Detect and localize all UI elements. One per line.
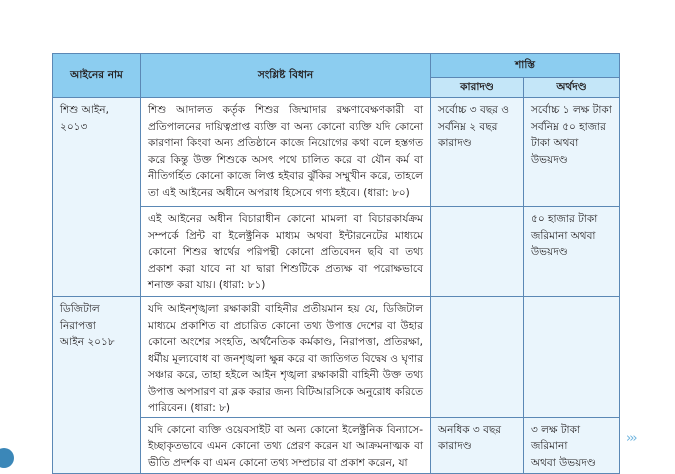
fine-text: ৫০ হাজার টাকা জরিমানা অথবা উভয়দণ্ড <box>531 213 598 258</box>
fine-cell <box>524 98 620 207</box>
page-corner-dot <box>0 448 14 468</box>
provision-text: এই আইনের অধীন বিচারাধীন কোনো মামলা বা বিচারকার্যক্রম সম্পর্কে প্রিন্ট বা ইলেক্ট্রনিক মাধ্যম অথবা ইন্টারনেটের মাধ্যমে কোনো শিশুর স্বার্থের পরিপন্থী কোনো প্রতিবেদন ছবি বা তথ্য প্রকাশ করা যাবে না যা দ্বারা শিশুটিকে প্রত্যক্ষ বা পরোক্ষভাবে শনাক্ত করা যায়। (ধারা: ৮১) <box>148 213 423 291</box>
law-name: ডিজিটাল নিরাপত্তা আইন ২০১৮ <box>60 303 115 348</box>
provision-text: শিশু আদালত কর্তৃক শিশুর জিম্মাদার রক্ষণাবেক্ষণকারী বা প্রতিপালনের দায়িত্বপ্রাপ্ত ব্যক্তি বা অন্য কোনো ব্যক্তি যদি কোনো কারণানা কিংবা অন্য প্রতিষ্ঠানে কাজে নিয়োগের কথা বলে হস্তগত করে কিন্তু উক্ত শিশুকে অসৎ পথে চালিত করে বা যৌন কর্ম বা নীতিগর্হিত কোনো কাজে লিপ্ত হইবার ঝুঁকির সম্মুখীন করে, তাহলে তা এই আইনের অধীনে অপরাধ হিসেবে গণ্য হইবে। (ধারা: ৮০) <box>148 104 423 199</box>
header-law-name: আইনের নাম <box>53 54 141 98</box>
fine-text <box>524 297 619 301</box>
law-cell <box>53 297 141 474</box>
header-prison: কারাদণ্ড <box>431 78 524 98</box>
table-row <box>53 98 620 207</box>
provision-cell <box>141 98 431 207</box>
next-page-arrows-icon[interactable]: ››› <box>626 431 636 446</box>
prison-cell <box>431 417 524 473</box>
table-row <box>53 297 620 418</box>
fine-cell <box>524 207 620 297</box>
prison-cell <box>431 98 524 207</box>
prison-text <box>431 297 523 301</box>
header-punishment: শাস্তি <box>431 54 620 78</box>
fine-text: সর্বোচ্চ ১ লক্ষ টাকা সর্বনিম্ন ৫০ হাজার টাকা অথবা উভয়দণ্ড <box>531 104 612 166</box>
prison-cell <box>431 297 524 418</box>
fine-cell <box>524 417 620 473</box>
prison-text: অনধিক ৩ বছর কারাদণ্ড <box>438 423 502 452</box>
law-punishment-table <box>52 53 620 474</box>
provision-cell <box>141 297 431 418</box>
header-provision: সংশ্লিষ্ট বিধান <box>141 54 431 98</box>
provision-text: যদি কোনো ব্যক্তি ওয়েবসাইট বা অন্য কোনো ইলেক্ট্রনিক বিন্যাসে- ইচ্ছাকৃতভাবে এমন কোনো তথ্য প্রেরণ করেন যা আক্রমনাত্মক বা ভীতি প্রদর্শক বা এমন কোনো তথ্য সম্প্রচার বা প্রকাশ করেন, যা <box>148 423 423 469</box>
provision-cell <box>141 417 431 473</box>
prison-text: সর্বোচ্চ ৩ বছর ও সর্বনিম্ন ২ বছর কারাদণ্ড <box>438 104 510 149</box>
law-cell <box>53 98 141 297</box>
law-name: শিশু আইন, ২০১৩ <box>60 104 109 133</box>
header-fine: অর্থদণ্ড <box>524 78 620 98</box>
provision-cell <box>141 207 431 297</box>
provision-text: যদি আইনশৃঙ্খলা রক্ষাকারী বাহিনীর প্রতীয়মান হয় যে, ডিজিটাল মাধ্যমে প্রকাশিত বা প্রচারিত কোনো তথ্য উপাত্ত দেশের বা উহার কোনো অংশের সংহতি, অর্থনৈতিক কর্মকাণ্ড, নিরাপত্তা, প্রতিরক্ষা, ধর্মীয় মূল্যবোধ বা জনশৃঙ্খলা ক্ষুন্ন করে বা জাতিগত বিদ্বেষ ও ঘৃণার সঞ্চার করে, তাহা হইলে আইন শৃঙ্খলা রক্ষাকারী বাহিনী উক্ত তথ্য উপাত্ত অপসারণ বা ব্লক করার জন্য বিটিআরসিকে অনুরোধ করিতে পারিবেন। (ধারা: ৮) <box>148 303 423 414</box>
prison-text <box>431 207 523 211</box>
prison-cell <box>431 207 524 297</box>
fine-text: ৩ লক্ষ টাকা জরিমানা অথবা উভয়দণ্ড <box>531 423 596 469</box>
fine-cell <box>524 297 620 418</box>
